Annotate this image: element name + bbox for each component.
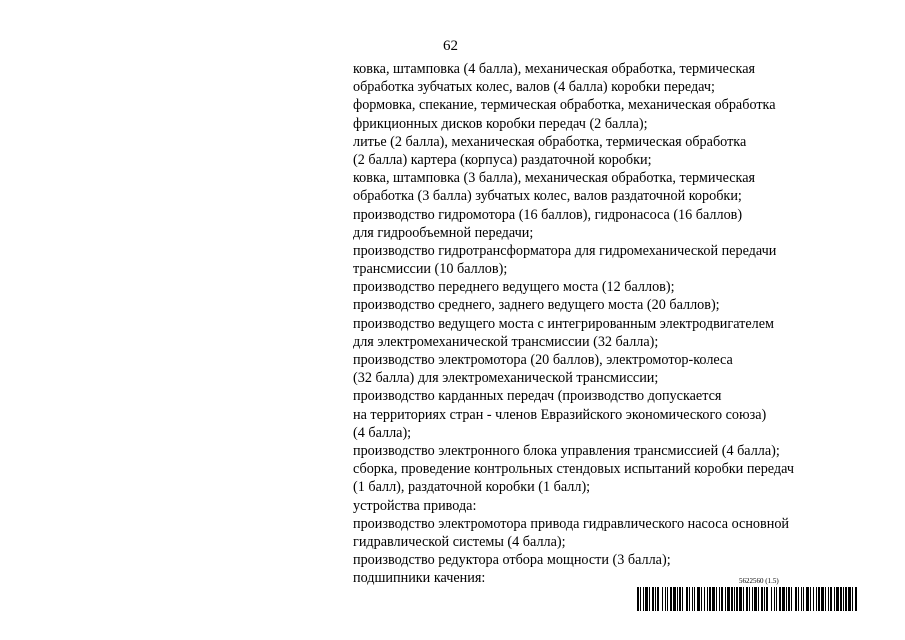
text-line: трансмиссии (10 баллов); [353,261,508,278]
barcode-caption: 5622560 (1.5) [739,577,779,585]
text-line: производство ведущего моста с интегрированным электродвигателем [353,315,774,332]
text-line: ковка, штамповка (4 балла), механическая обработка, термическая [353,61,756,77]
barcode-image [637,587,857,611]
text-line: производство среднего, заднего ведущего моста (20 баллов); [353,297,720,314]
text-line: для электромеханической трансмиссии (32 балла); [353,333,659,350]
text-line: производство карданных передач (производство допускается [353,388,722,405]
text-line: формовка, спекание, термическая обработка, механическая обработка [353,97,776,114]
text-line: производство редуктора отбора мощности (3 балла); [353,552,671,569]
text-line: производство электромотора привода гидравлического насоса основной [353,515,790,532]
text-line: сборка, проведение контрольных стендовых испытаний коробки передач [353,461,795,478]
document-text-block [353,60,893,587]
text-line: (2 балла) картера (корпуса) раздаточной коробки; [353,151,652,168]
text-line: обработка зубчатых колес, валов (4 балла) коробки передач; [353,79,715,96]
text-line: производство электронного блока управления трансмиссией (4 балла); [353,442,780,459]
text-line: устройства привода: [353,497,477,514]
text-line: (32 балла) для электромеханической трансмиссии; [353,370,659,387]
text-line: фрикционных дисков коробки передач (2 балла); [353,115,648,132]
text-line: гидравлической системы (4 балла); [353,533,566,550]
barcode-area [637,577,857,613]
text-line: на территориях стран - членов Евразийского экономического союза) [353,406,767,423]
text-line: литье (2 балла), механическая обработка, термическая обработка [353,133,747,150]
text-line: для гидрообъемной передачи; [353,224,534,241]
text-line: (1 балл), раздаточной коробки (1 балл); [353,479,591,496]
text-line: ковка, штамповка (3 балла), механическая обработка, термическая [353,170,756,187]
text-line: производство гидромотора (16 баллов), гидронасоса (16 баллов) [353,206,743,223]
text-line: производство электромотора (20 баллов), электромотор-колеса [353,352,733,368]
text-line: обработка (3 балла) зубчатых колес, валов раздаточной коробки; [353,188,742,205]
text-line: подшипники качения: [353,570,486,587]
text-line: производство переднего ведущего моста (12 баллов); [353,279,675,296]
page-number: 62 [443,38,458,54]
text-line: (4 балла); [353,424,412,441]
text-line: производство гидротрансформатора для гидромеханической передачи [353,242,777,259]
